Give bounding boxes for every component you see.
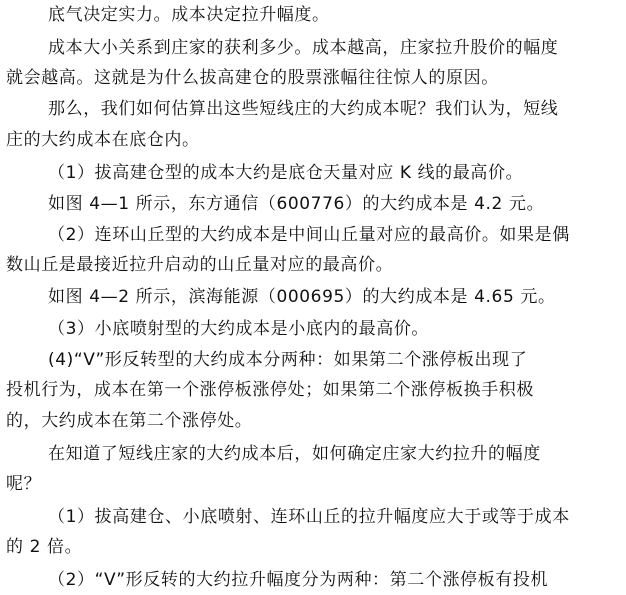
text-line: 就会越高。这就是为什么拔高建仓的股票涨幅往往惊人的原因。 (6, 68, 499, 88)
text-line: （2）连环山丘型的大约成本是中间山丘量对应的最高价。如果是偶 (48, 225, 570, 245)
text-line: 底气决定实力。成本决定拉升幅度。 (48, 5, 330, 25)
text-line: （1）拔高建仓型的成本大约是底仓天量对应 K 线的最高价。 (48, 163, 524, 183)
text-line: 如图 4—2 所示，滨海能源（000695）的大约成本是 4.65 元。 (48, 287, 556, 307)
text-line: 成本大小关系到庄家的获利多少。成本越高，庄家拉升股价的幅度 (48, 38, 559, 58)
text-line: （2）“V”形反转的大约拉升幅度分为两种：第二个涨停板有投机 (48, 570, 549, 590)
text-line: 的，大约成本在第二个涨停处。 (6, 411, 253, 431)
text-line: （1）拔高建仓、小底喷射、连环山丘的拉升幅度应大于或等于成本 (48, 507, 570, 527)
text-line: 在知道了短线庄家的大约成本后，如何确定庄家大约拉升的幅度 (48, 444, 541, 464)
text-line: 数山丘是最接近拉升启动的山丘量对应的最高价。 (6, 255, 394, 275)
text-line: 呢？ (6, 474, 42, 494)
text-line: 投机行为，成本在第一个涨停板涨停处；如果第二个涨停板换手积极 (6, 380, 534, 400)
text-line: 的 2 倍。 (6, 537, 83, 557)
text-line: (4)“V”形反转型的大约成本分两种：如果第二个涨停板出现了 (48, 350, 528, 370)
text-line: 那么，我们如何估算出这些短线庄的大约成本呢？我们认为，短线 (48, 99, 559, 119)
text-line: 庄的大约成本在底仓内。 (6, 130, 200, 150)
text-line: （3）小底喷射型的大约成本是小底内的最高价。 (48, 319, 430, 339)
text-line: 如图 4—1 所示，东方通信（600776）的大约成本是 4.2 元。 (48, 194, 545, 214)
